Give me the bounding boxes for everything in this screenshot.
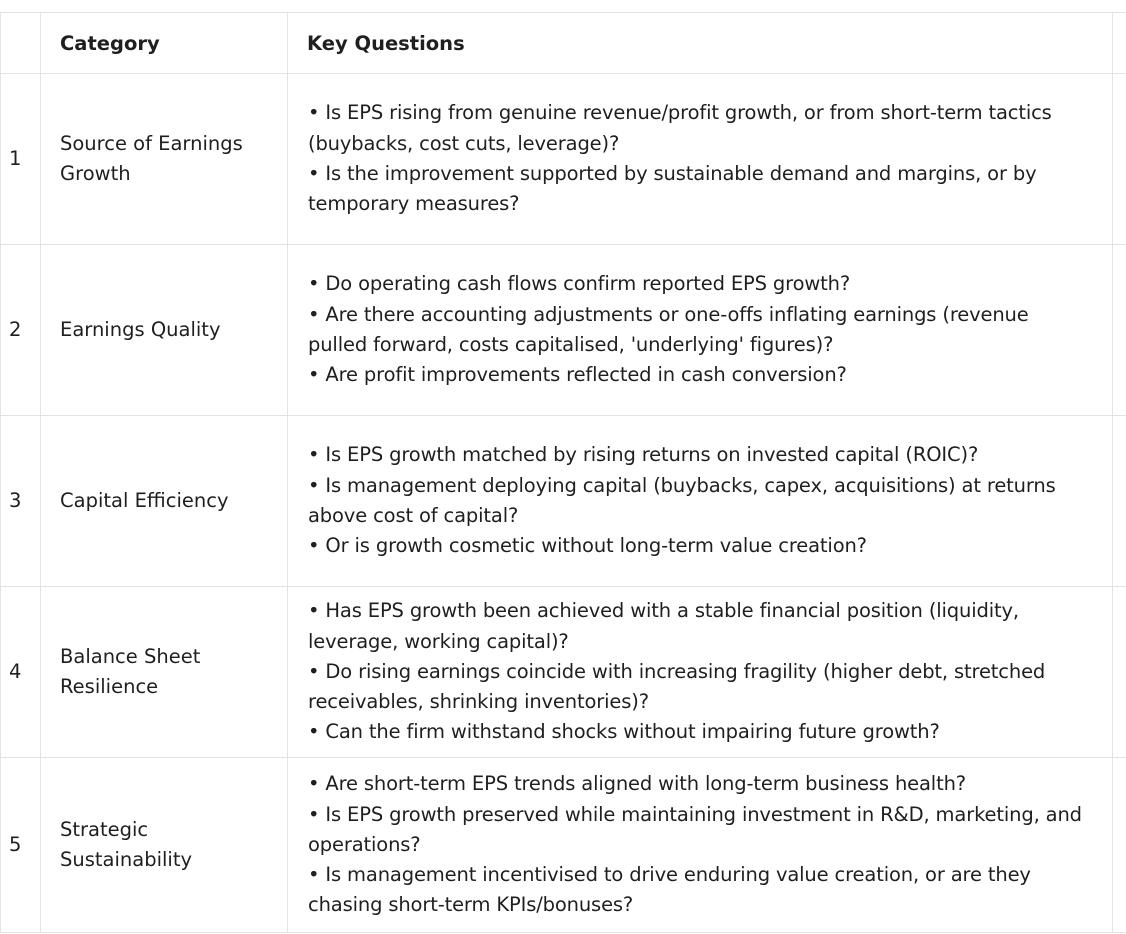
- table-row: [1, 416, 1126, 587]
- eps-analysis-table: [0, 12, 1126, 933]
- row-category: Earnings Quality: [41, 245, 288, 416]
- row-number: 1: [1, 74, 41, 245]
- table-row: [1, 758, 1126, 933]
- row-category: Capital Efficiency: [41, 416, 288, 587]
- row-extra-cell: [1113, 758, 1126, 933]
- header-category: Category: [41, 13, 288, 74]
- row-number: 2: [1, 245, 41, 416]
- header-number: [1, 13, 41, 74]
- eps-analysis-table-container: [0, 12, 1126, 933]
- row-category: Balance Sheet Resilience: [41, 587, 288, 758]
- table-header-row: [1, 13, 1126, 74]
- table-row: [1, 587, 1126, 758]
- row-extra-cell: [1113, 416, 1126, 587]
- row-extra-cell: [1113, 587, 1126, 758]
- row-number: 5: [1, 758, 41, 933]
- row-extra-cell: [1113, 245, 1126, 416]
- row-category: Strategic Sustainability: [41, 758, 288, 933]
- row-number: 4: [1, 587, 41, 758]
- row-key-questions: • Has EPS growth been achieved with a stable financial position (liquidity, leverage, working capital)? • Do rising earnings coincide with increasing fragility (higher debt, stretched receivables, shrinking inventories)? • Can the firm withstand shocks without impairing future growth?: [288, 587, 1113, 758]
- row-number: 3: [1, 416, 41, 587]
- table-row: [1, 74, 1126, 245]
- header-key-questions: Key Questions: [288, 13, 1113, 74]
- row-extra-cell: [1113, 74, 1126, 245]
- row-key-questions: • Do operating cash flows confirm reported EPS growth? • Are there accounting adjustments or one-offs inflating earnings (revenue pulled forward, costs capitalised, 'underlying' figures)? • Are profit improvements reflected in cash conversion?: [288, 245, 1113, 416]
- header-extra-column: [1113, 13, 1126, 74]
- row-category: Source of Earnings Growth: [41, 74, 288, 245]
- table-row: [1, 245, 1126, 416]
- row-key-questions: • Is EPS rising from genuine revenue/profit growth, or from short-term tactics (buybacks, cost cuts, leverage)? • Is the improvement supported by sustainable demand and margins, or by temporary measures?: [288, 74, 1113, 245]
- row-key-questions: • Is EPS growth matched by rising returns on invested capital (ROIC)? • Is management deploying capital (buybacks, capex, acquisitions) at returns above cost of capital? • Or is growth cosmetic without long-term value creation?: [288, 416, 1113, 587]
- row-key-questions: • Are short-term EPS trends aligned with long-term business health? • Is EPS growth preserved while maintaining investment in R&D, marketing, and operations? • Is management incentivised to drive enduring value creation, or are they chasing short-term KPIs/bonuses?: [288, 758, 1113, 933]
